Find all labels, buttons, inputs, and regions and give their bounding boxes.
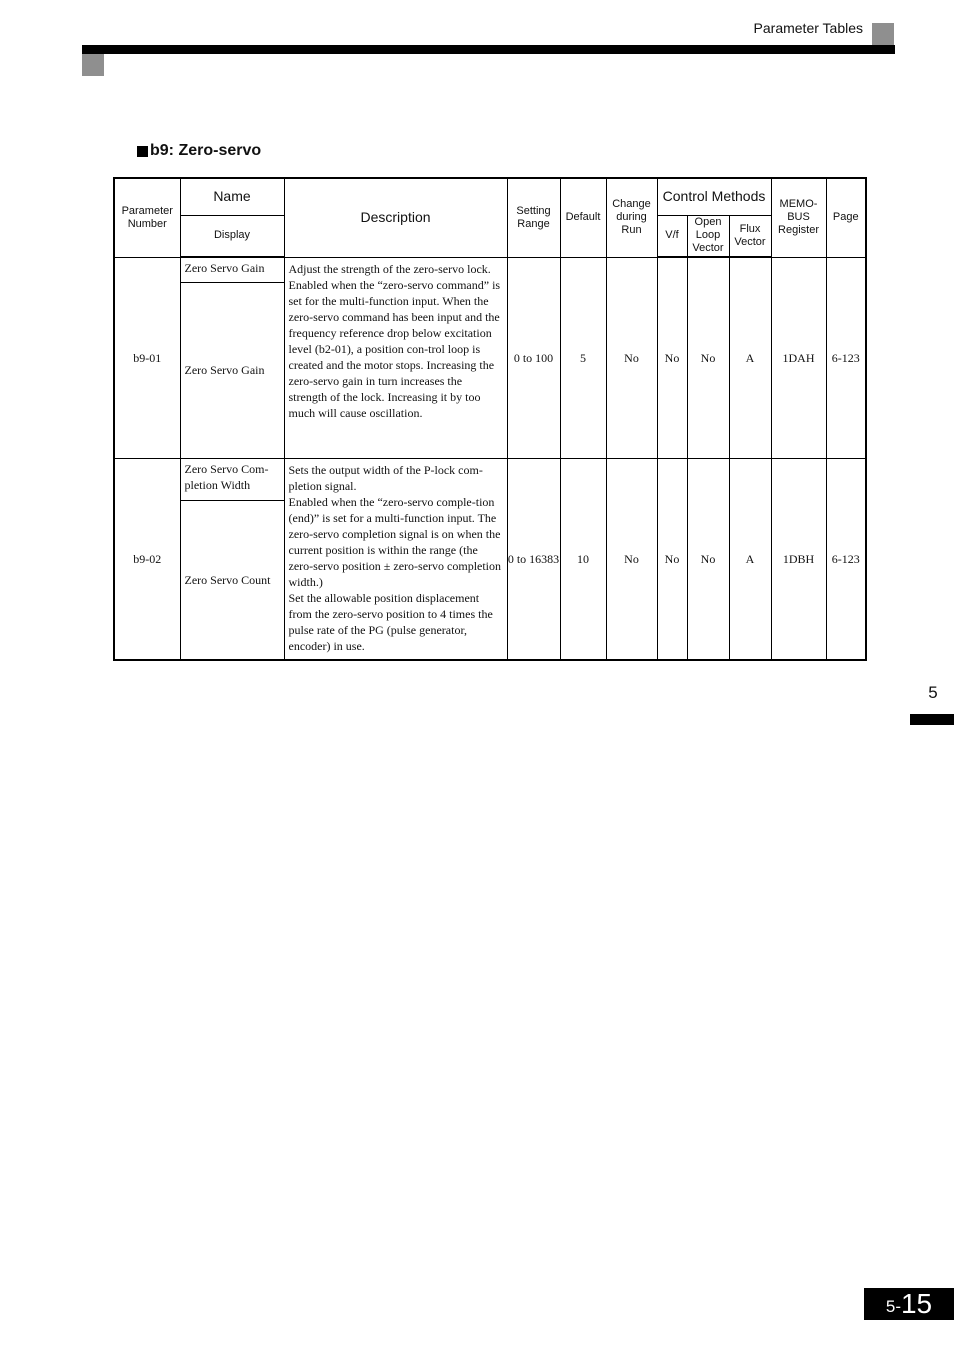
header-name: Name	[180, 178, 284, 215]
cell-change-during-run: No	[606, 458, 657, 660]
page-number-box	[864, 1288, 954, 1320]
parameter-table	[113, 177, 867, 661]
cell-name: Zero Servo Com-pletion Width	[180, 458, 284, 500]
cell-setting-range: 0 to 16383	[507, 458, 560, 660]
chapter-tab-marker	[910, 714, 954, 725]
header-vf: V/f	[657, 215, 687, 257]
cell-memobus-register: 1DAH	[771, 257, 826, 458]
cell-flux-vector: A	[729, 458, 771, 660]
header-change-during-run: Change during Run	[606, 178, 657, 257]
header-open-loop-vector: Open Loop Vector	[687, 215, 729, 257]
header-control-methods: Control Methods	[657, 178, 771, 215]
description-line: Sets the output width of the P-lock com-pletion signal. Enabled when the “zero-servo comple-tion (end)” is set for a multi-function input. The zero-servo completion signal is on when the current position is within the range (the zero-servo position ± zero-servo completion width.) Set the allowable position displacement from the zero-servo position to 4 times the pulse rate of the PG (pulse generator, encoder) in use.	[288, 462, 502, 653]
page-prefix: 5-	[885, 1297, 901, 1316]
cell-default: 10	[560, 458, 606, 660]
square-bullet-icon	[137, 146, 148, 157]
cell-vf: No	[657, 257, 687, 458]
header-flux-vector: Flux Vector	[729, 215, 771, 257]
cell-description	[284, 257, 507, 458]
cell-display: Zero Servo Count	[180, 500, 284, 660]
cell-vf: No	[657, 458, 687, 660]
cell-change-during-run: No	[606, 257, 657, 458]
header-setting-range: Setting Range	[507, 178, 560, 257]
cell-open-loop-vector: No	[687, 257, 729, 458]
cell-description	[284, 458, 507, 660]
header-rule	[82, 45, 895, 54]
cell-setting-range: 0 to 100	[507, 257, 560, 458]
cell-page: 6-123	[826, 257, 866, 458]
section-heading	[137, 142, 261, 160]
cell-name: Zero Servo Gain	[180, 257, 284, 282]
header-param-number: Parameter Number	[114, 178, 180, 257]
corner-marker	[82, 54, 104, 76]
header-memobus-register: MEMO-BUS Register	[771, 178, 826, 257]
running-header: Parameter Tables	[753, 20, 863, 36]
header-page: Page	[826, 178, 866, 257]
header-display: Display	[180, 215, 284, 257]
cell-open-loop-vector: No	[687, 458, 729, 660]
cell-memobus-register: 1DBH	[771, 458, 826, 660]
header-description: Description	[284, 178, 507, 257]
cell-page: 6-123	[826, 458, 866, 660]
description-line: Adjust the strength of the zero-servo lock. Enabled when the “zero-servo command” is set for the multi-function input. When the zero-servo command has been input and the frequency reference drop below excitation level (b2-01), a position con-trol loop is created and the motor stops. Increasing the zero-servo gain in turn increases the strength of the lock. Increasing it by too much will cause oscillation.	[288, 261, 501, 420]
cell-param-number: b9-02	[114, 458, 180, 660]
table-row	[114, 257, 866, 282]
header-marker	[872, 23, 894, 45]
cell-default: 5	[560, 257, 606, 458]
table-row	[114, 458, 866, 500]
chapter-tab-number: 5	[928, 683, 938, 702]
cell-param-number: b9-01	[114, 257, 180, 458]
cell-flux-vector: A	[729, 257, 771, 458]
page-number: 15	[900, 1288, 933, 1319]
section-title-text: b9: Zero-servo	[150, 142, 262, 159]
header-default: Default	[560, 178, 606, 257]
cell-display: Zero Servo Gain	[180, 282, 284, 458]
